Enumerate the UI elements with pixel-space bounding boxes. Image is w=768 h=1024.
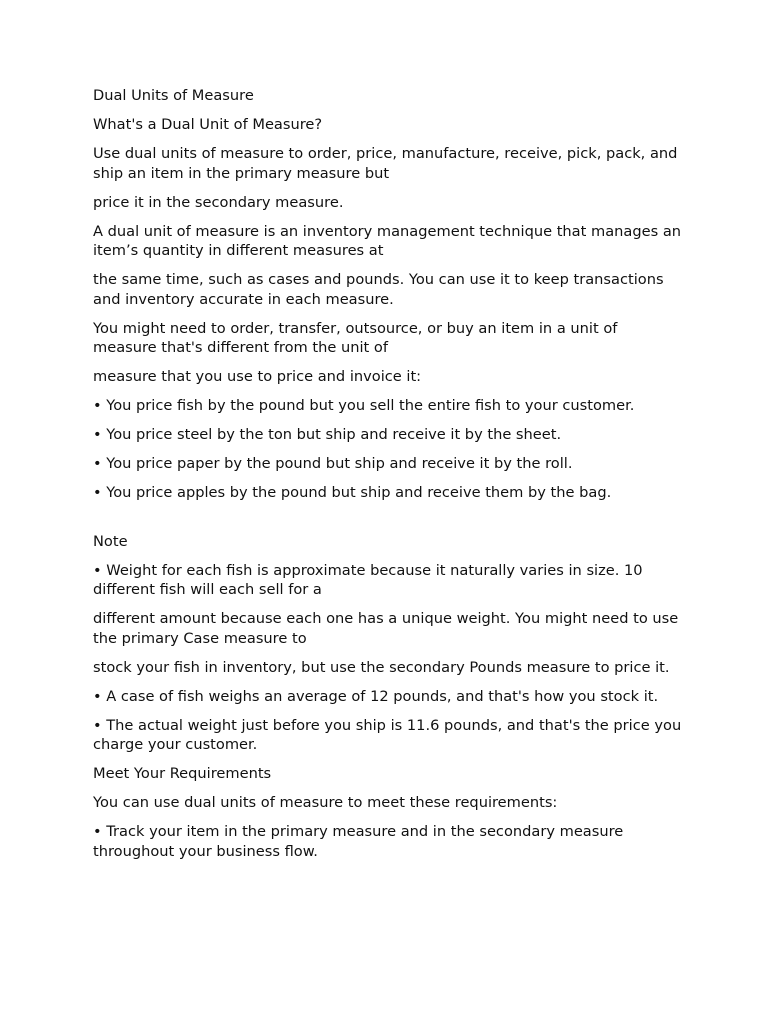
section-heading-requirements: Meet Your Requirements	[93, 765, 272, 782]
bullet-item: • You price steel by the ton but ship and receive it by the sheet.	[93, 426, 562, 443]
paragraph: measure that you use to price and invoice it:	[93, 368, 422, 385]
paragraph: Use dual units of measure to order, price, manufacture, receive, pick, pack, and ship an item in the primary measure but	[93, 145, 678, 182]
paragraph: You can use dual units of measure to meet these requirements:	[93, 794, 558, 811]
section-heading-what-is: What's a Dual Unit of Measure?	[93, 116, 323, 133]
paragraph: You might need to order, transfer, outsource, or buy an item in a unit of measure that's different from the unit of	[93, 319, 618, 356]
bullet-item: • A case of fish weighs an average of 12 pounds, and that's how you stock it.	[93, 687, 659, 705]
bullet-item: • You price fish by the pound but you sell the entire fish to your customer.	[93, 397, 635, 414]
document-title: Dual Units of Measure	[93, 87, 254, 104]
paragraph: price it in the secondary measure.	[93, 193, 344, 211]
document-page	[93, 86, 683, 871]
note-heading: Note	[93, 532, 128, 550]
paragraph: the same time, such as cases and pounds. You can use it to keep transactions and inventory accurate in each measure.	[93, 271, 664, 308]
paragraph: A dual unit of measure is an inventory management technique that manages an item’s quantity in different measures at	[93, 222, 682, 259]
paragraph: different amount because each one has a unique weight. You might need to use the primary Case measure to	[93, 610, 679, 647]
bullet-item: • Track your item in the primary measure and in the secondary measure throughout your business flow.	[93, 823, 624, 860]
bullet-item: • You price paper by the pound but ship and receive it by the roll.	[93, 455, 573, 472]
paragraph: stock your fish in inventory, but use the secondary Pounds measure to price it.	[93, 658, 670, 676]
bullet-item: • You price apples by the pound but ship and receive them by the bag.	[93, 484, 612, 501]
bullet-item: • Weight for each fish is approximate because it naturally varies in size. 10 different fish will each sell for a	[93, 561, 643, 598]
bullet-item: • The actual weight just before you ship is 11.6 pounds, and that's the price you charge your customer.	[93, 716, 682, 753]
